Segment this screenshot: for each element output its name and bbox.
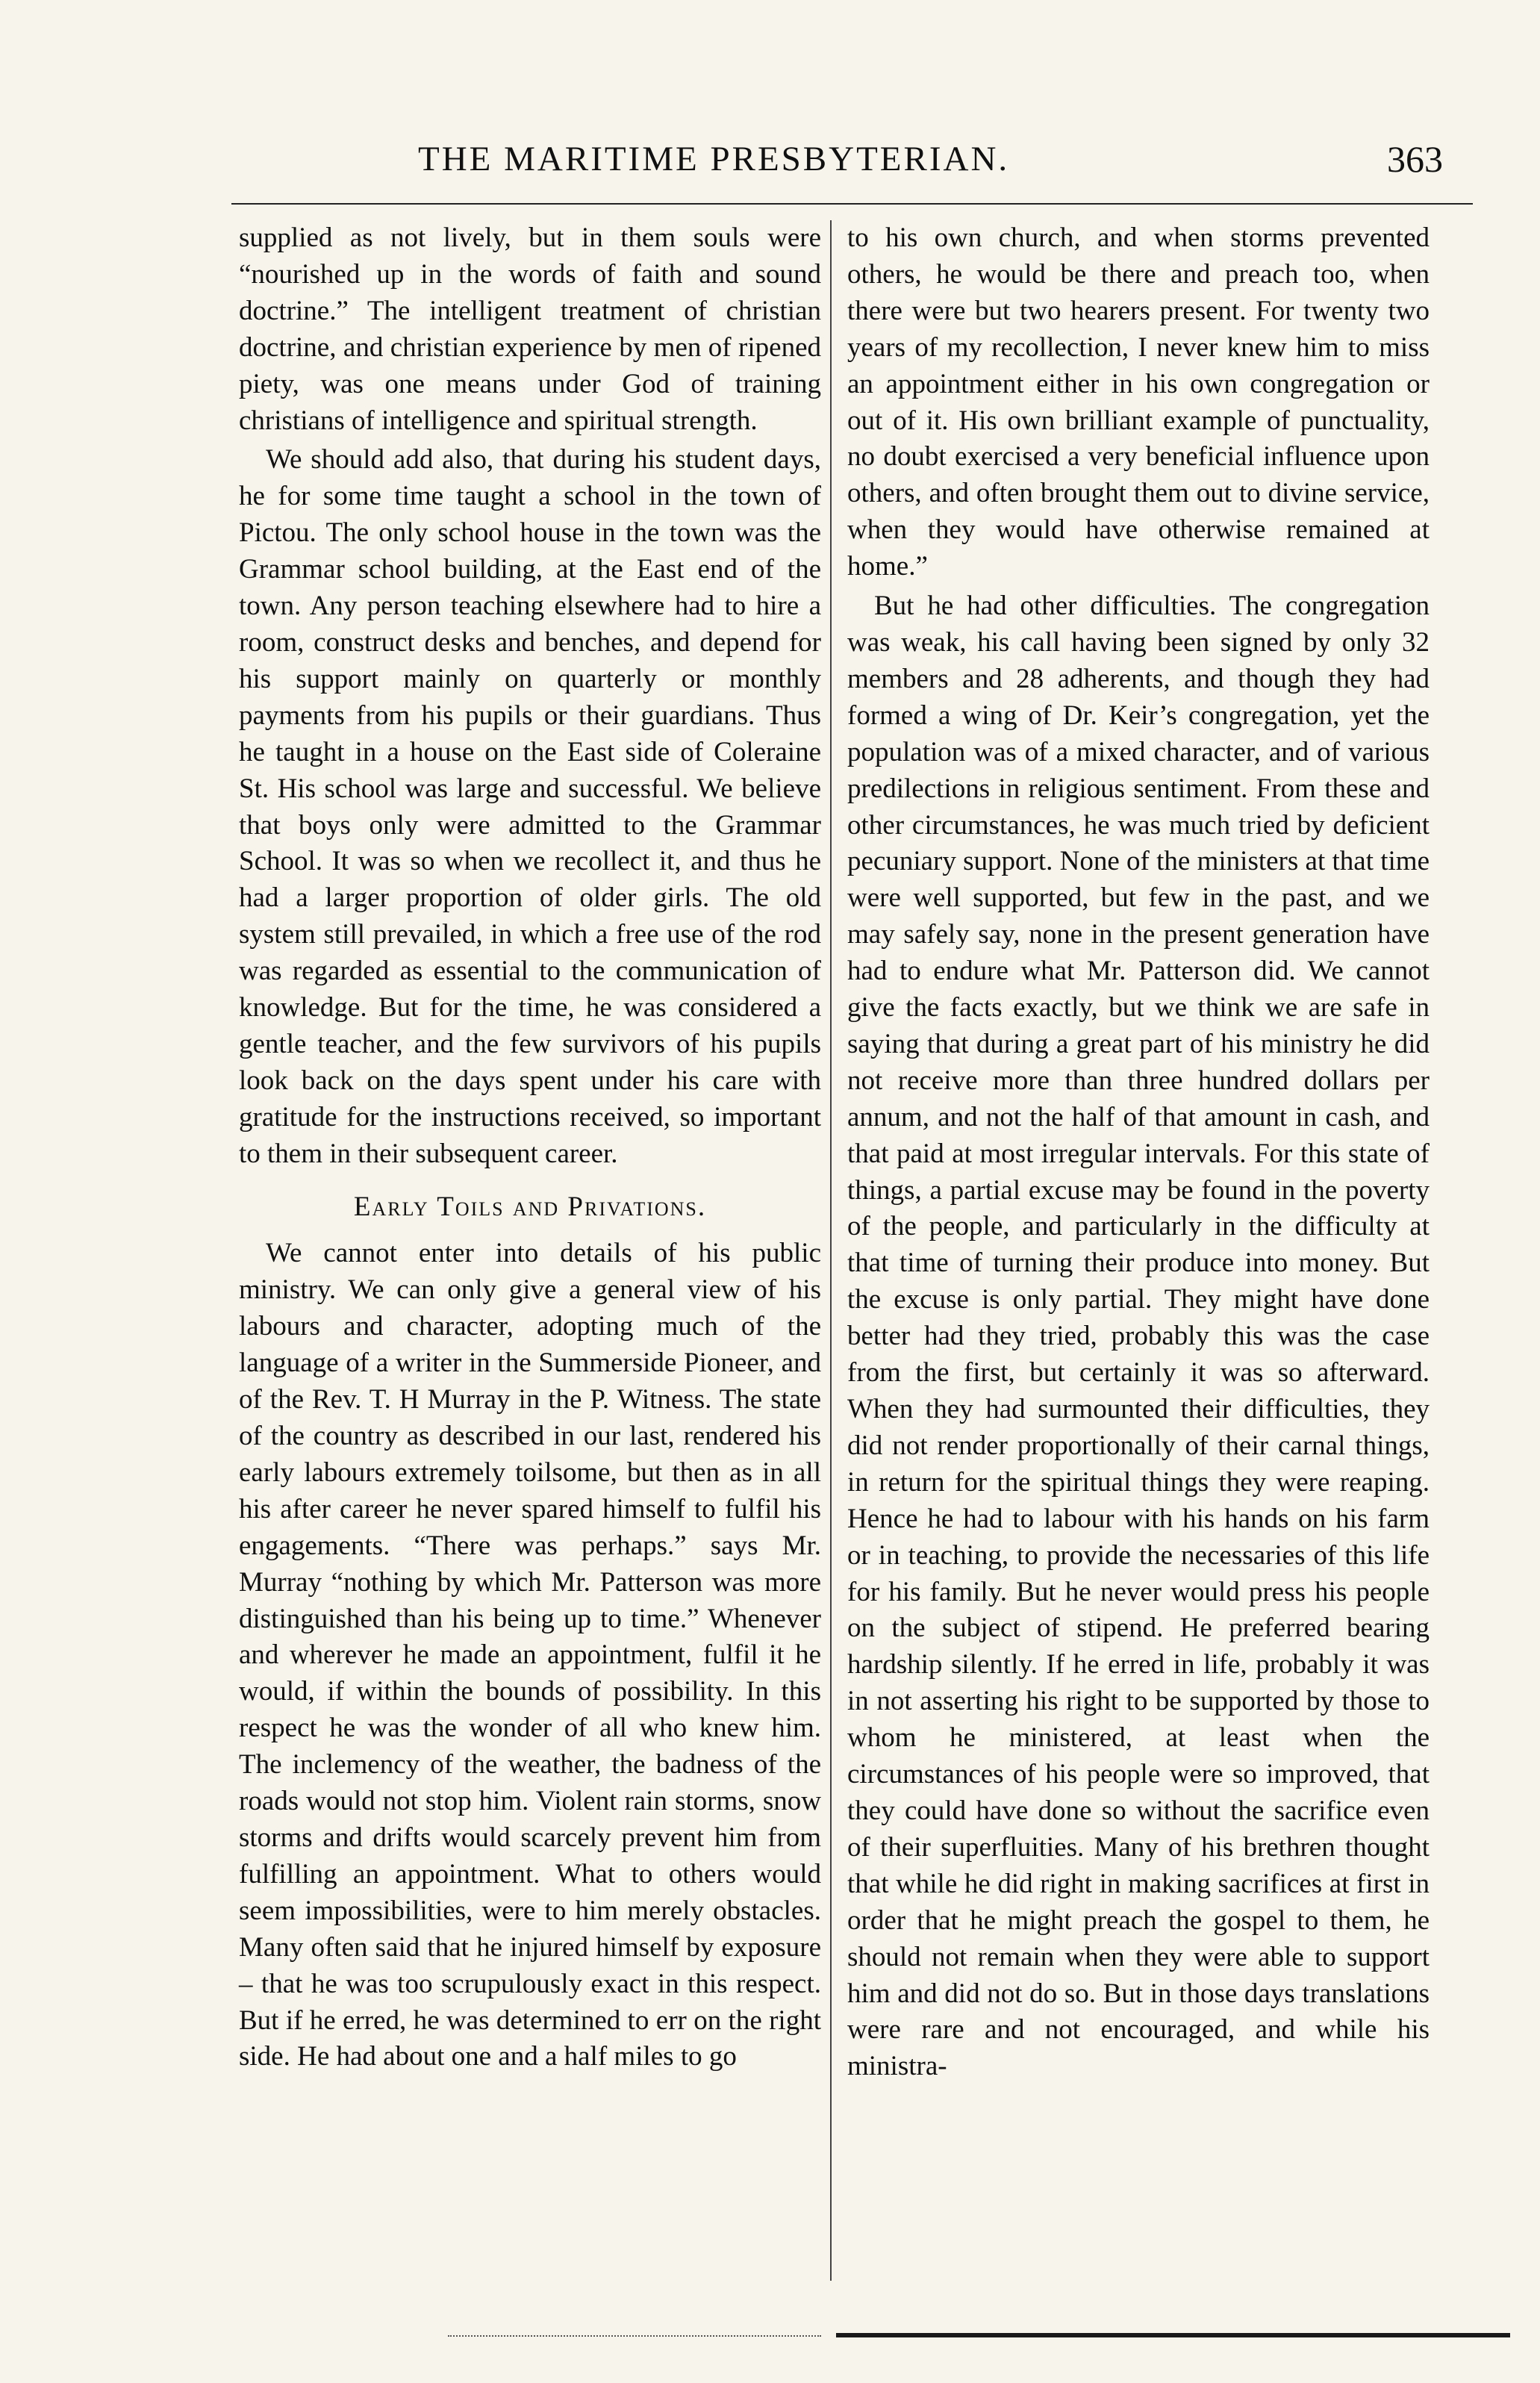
page-number: 363 xyxy=(1387,138,1443,180)
right-column xyxy=(847,220,1430,2088)
journal-title: THE MARITIME PRESBYTERIAN. xyxy=(418,140,1010,178)
column-divider xyxy=(830,220,832,2281)
section-heading: Early Toils and Privations. xyxy=(353,1191,707,1222)
running-header xyxy=(231,125,1488,193)
left-column xyxy=(239,220,821,2078)
bottom-dotted-rule xyxy=(448,2335,821,2337)
bottom-rule xyxy=(836,2333,1510,2337)
paragraph: But he had other difficulties. The congregation was weak, his call having been signed by only 32 members and 28 adherents, and though they had formed a wing of Dr. Keir’s congregation, yet the population was of a mixed character, and of various predilections in religious sentiment. From these and other circumstances, he was much tried by deficient pecuniary support. None of the ministers at that time were well supported, but few in the past, and we may safely say, none in the present generation have had to endure what Mr. Patterson did. We cannot give the facts exactly, but we think we are safe in saying that during a great part of his ministry he did not receive more than three hundred dollars per annum, and not the half of that amount in cash, and that paid at most irregular intervals. For this state of things, a partial excuse may be found in the poverty of the people, and particularly in the difficulty at that time of turning their produce into money. But the excuse is only partial. They might have done better had they tried, probably this was the case from the first, but certainly it was so afterward. When they had surmounted their difficulties, they did not render proportionally of their carnal things, in return for the spiritual things they were reaping. Hence he had to labour with his hands on his farm or in teaching, to provide the necessaries of this life for his family. But he never would press his people on the subject of stipend. He preferred bearing hardship silently. If he erred in life, probably it was in not asserting his right to be supported by those to whom he ministered, at least when the circumstances of his people were so improved, that they could have done so without the sacrifice even of their superfluities. Many of his brethren thought that while he did right in making sacrifices at first in order that he might preach the gospel to them, he should not remain when they were able to support him and did not do so. But in those days translations were rare and not encouraged, and while his ministra- xyxy=(847,591,1430,2082)
paragraph: to his own church, and when storms prevented others, he would be there and preach too, when there were but two hearers present. For twenty two years of my recollection, I never knew him to miss an appointment either in his own congregation or out of it. His own brilliant example of punctuality, no doubt exercised a very beneficial influence upon others, and often brought them out to divine service, when they would have otherwise remained at home.” xyxy=(847,222,1430,582)
paragraph: We should add also, that during his student days, he for some time taught a school in the town of Pictou. The only school house in the town was the Grammar school building, at the East end of the town. Any person teaching elsewhere had to hire a room, construct desks and benches, and depend for his support mainly on quarterly or monthly payments from his pupils or their guardians. Thus he taught in a house on the East side of Coleraine St. His school was large and successful. We believe that boys only were admitted to the Grammar School. It was so when we recollect it, and thus he had a larger proportion of older girls. The old system still prevailed, in which a free use of the rod was regarded as essential to the communication of knowledge. But for the time, he was considered a gentle teacher, and the few survivors of his pupils look back on the days spent under his care with gratitude for the instructions received, so important to them in their subsequent career. xyxy=(239,444,821,1169)
paragraph: supplied as not lively, but in them souls were “nourished up in the words of faith and sound doctrine.” The intelligent treatment of christian doctrine, and christian experience by men of ripened piety, was one means under God of training christians of intelligence and spiritual strength. xyxy=(239,222,821,436)
header-rule xyxy=(231,203,1473,205)
paragraph: We cannot enter into details of his public ministry. We can only give a general view of his labours and character, adopting much of the language of a writer in the Summerside Pioneer, and of the Rev. T. H Murray in the P. Witness. The state of the country as described in our last, rendered his early labours extremely toilsome, but then as in all his after career he never spared himself to fulfil his engagements. “There was perhaps.” says Mr. Murray “nothing by which Mr. Patterson was more distinguished than his being up to time.” Whenever and wherever he made an appointment, fulfil it he would, if within the bounds of possibility. In this respect he was the wonder of all who knew him. The inclemency of the weather, the badness of the roads would not stop him. Violent rain storms, snow storms and drifts would scarcely prevent him from fulfilling an appointment. What to others would seem impossibilities, were to him merely obstacles. Many often said that he injured himself by exposure – that he was too scrupulously exact in this respect. But if he erred, he was determined to err on the right side. He had about one and a half miles to go xyxy=(239,1238,821,2072)
